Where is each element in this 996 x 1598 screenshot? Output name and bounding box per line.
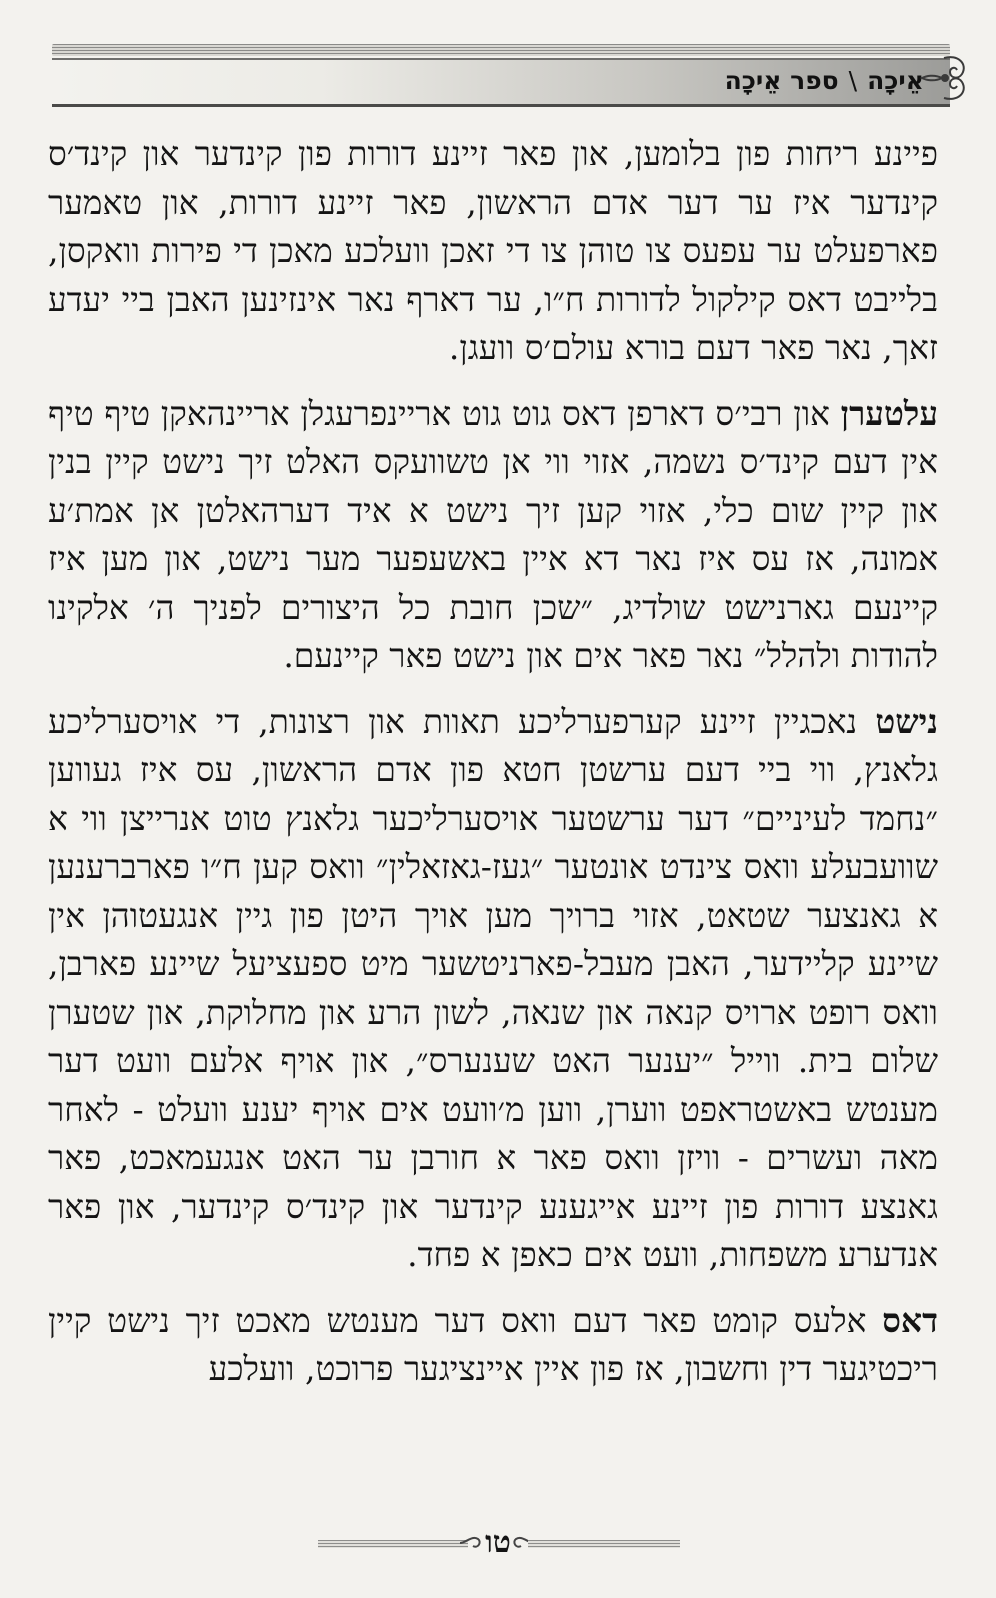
paragraph-4-lead-word: דאס <box>882 1300 938 1340</box>
body-text <box>48 130 938 1394</box>
header-title-book: ספר אֵיכָה <box>724 65 839 95</box>
flourish-ornament-icon <box>914 48 972 108</box>
header-rule <box>52 44 950 56</box>
footer-rule-right <box>528 1540 680 1548</box>
page-footer <box>0 1523 996 1569</box>
paragraph-4 <box>48 1297 938 1394</box>
paragraph-1-text: פיינע ריחות פון בלומען, און פאר זיינע דורות פון קינדער און קינד׳ס קינדער איז ער דער אדם הראשון, פאר זיינע דורות, און טאמער פארפעלט ער עפעס צו טוהן צו די זאכן וועלכע מאכן די פירות וואקסן, בלייבט דאס קילקול לדורות ח״ו, ער דארף נאר אינזינען האבן ביי יעדע זאך, נאר פאר דעם בורא עולם׳ס וועגן. <box>48 134 938 367</box>
paragraph-3 <box>48 698 938 1280</box>
paragraph-1 <box>48 130 938 373</box>
paragraph-2-text: און רבי׳ס דארפן דאס גוט גוט אריינפרעגלן אריינהאקן טיף טיף אין דעם קינד׳ס נשמה, אזוי ווי אן טשוועקס האלט זיך נישט קיין בנין און קיין שום כלי, אזוי קען זיך נישט א איד דערהאלטן אן אמת׳ע אמונה, אז עס איז נאר דא איין באשעפער מער נישט, און מען איז קיינעם גארנישט שולדיג, ״שכן חובת כל היצורים לפניך ה׳ אלקינו להודות ולהלל״ נאר פאר אים און נישט פאר קיינעם. <box>48 393 938 675</box>
paragraph-2 <box>48 390 938 681</box>
paragraph-2-lead-word: עלטערן <box>840 393 938 433</box>
page-number: טו <box>485 1525 511 1560</box>
footer-rule-left <box>318 1540 468 1548</box>
paragraph-4-text: אלעס קומט פאר דעם וואס דער מענטש מאכט זיך נישט קיין ריכטיגער דין וחשבון, אז פון איין איינציגער פרוכט, וועלכע <box>48 1300 938 1388</box>
header-title-main: אֵיכָה <box>867 65 924 95</box>
running-header <box>725 58 924 102</box>
paragraph-3-lead-word: נישט <box>875 701 938 741</box>
paragraph-3-text: נאכגיין זיינע קערפערליכע תאוות און רצונות, די אויסערליכע גלאנץ, ווי ביי דעם ערשטן חטא פון אדם הראשון, עס איז געווען ״נחמד לעיניים״ דער ערשטער אויסערליכער גלאנץ טוט אנרייצן ווי א שוועבעלע וואס צינדט אונטער ״געז-גאזאלין״ וואס קען ח״ו פארברענען א גאנצער שטאט, אזוי ברויך מען אויך היטן פון גיין אנגעטוהן אין שיינע קליידער, האבן מעבל-פארניטשער מיט ספעציעל שיינע פארבן, וואס רופט ארויס קנאה און שנאה, לשון הרע און מחלוקת, און שטערן שלום בית. ווייל ״יענער האט שענערס״, און אויף אלעם וועט דער מענטש באשטראפט ווערן, ווען מ׳וועט אים אויף יענע וועלט - לאחר מאה ועשרים - וויזן וואס פאר א חורבן ער האט אנגעמאכט, פאר גאנצע דורות פון זיינע אייגענע קינדער און קינד׳ס קינדער, און פאר אנדערע משפחות, וועט אים כאפן א פחד. <box>48 701 938 1274</box>
header-separator: \ <box>848 65 858 95</box>
